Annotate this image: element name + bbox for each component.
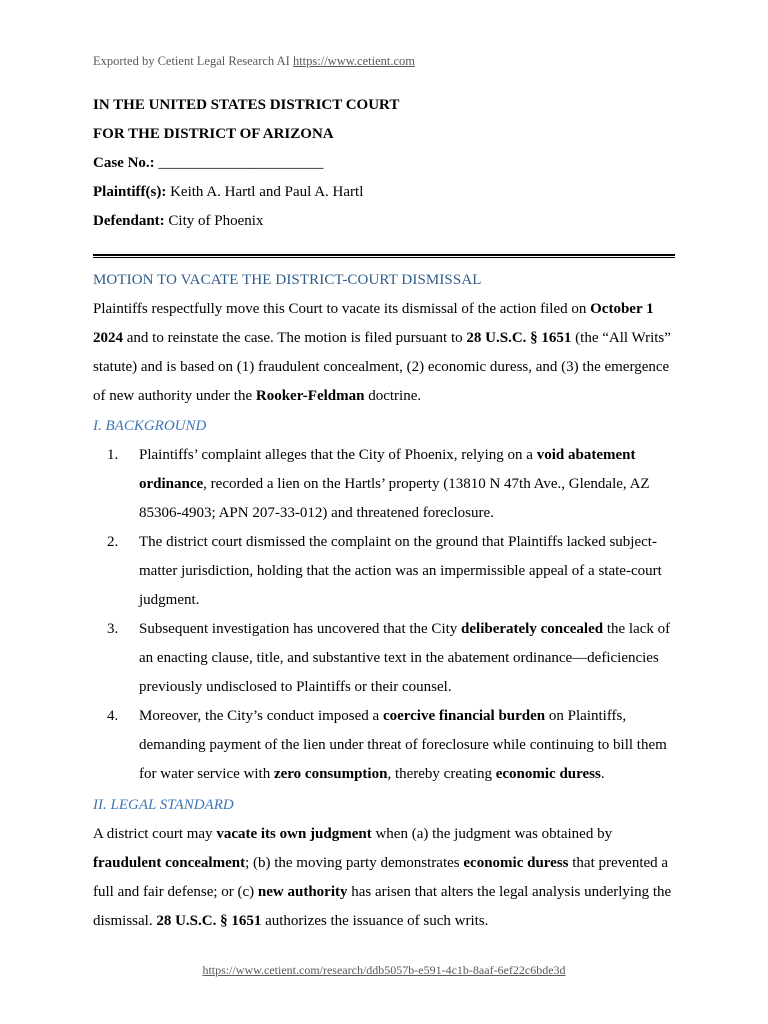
intro-doctrine: Rooker-Feldman [255,388,365,404]
plaintiff-label: Plaintiff(s): [93,184,167,200]
list-item-emphasis: deliberately concealed [461,621,604,637]
list-item-number: 2. [107,534,119,550]
legal-text-3: ; (b) the moving party demonstrates [245,855,464,871]
list-item-text: on Plaintiffs, demanding payment of the lien under threat of foreclosure while continuing to bill them for water service with [139,708,667,782]
intro-text-3: (the “All Writs” statute) and is based on (1) fraudulent concealment, (2) economic duress, and (3) the emergence of new authority under the [93,330,671,404]
list-item-number: 1. [107,447,119,463]
list-item-text: Subsequent investigation has uncovered that the City [139,621,462,637]
legal-standard-heading: II. LEGAL STANDARD [93,797,234,813]
legal-emphasis-5: 28 U.S.C. § 1651 [156,913,262,929]
defendant-label: Defendant: [93,213,165,229]
list-item-text: The district court dismissed the complaint on the ground that Plaintiffs lacked subject-matter jurisdiction, holding that the action was an impermissible appeal of a state-court judgment. [139,534,662,608]
list-item-number: 4. [107,708,119,724]
legal-standard-paragraph [93,820,675,936]
case-number-line [93,155,323,172]
list-item-emphasis: economic duress [495,766,601,782]
list-item-emphasis: zero consumption [273,766,388,782]
defendant-value: City of Phoenix [168,213,264,229]
caption-divider-thick [93,254,675,256]
intro-text-2: and to reinstate the case. The motion is filed pursuant to [123,330,467,346]
intro-paragraph [93,295,675,411]
list-item-text: , thereby creating [387,766,496,782]
intro-text-1: Plaintiffs respectfully move this Court to vacate its dismissal of the action filed on [93,301,591,317]
legal-emphasis-4: new authority [257,884,348,900]
list-item-text: . [600,766,605,782]
list-item-emphasis: void abatement ordinance [139,447,636,492]
export-prefix: Exported by Cetient Legal Research AI [93,54,293,68]
legal-emphasis-2: fraudulent concealment [93,855,246,871]
export-notice [93,54,415,69]
legal-text-6: authorizes the issuance of such writs. [261,913,489,929]
defendant-line [93,213,263,230]
intro-statute: 28 U.S.C. § 1651 [466,330,572,346]
list-item [93,528,675,615]
court-name-line1: IN THE UNITED STATES DISTRICT COURT [93,97,400,113]
legal-text-1: A district court may [93,826,217,842]
plaintiff-line [93,184,363,201]
legal-text-5: has arisen that alters the legal analysis underlying the dismissal. [93,884,672,929]
list-item-text: , recorded a lien on the Hartls’ property (13810 N 47th Ave., Glendale, AZ 85306-4903; APN 207-33-012) and threatened foreclosure. [139,476,650,521]
footer [0,963,768,978]
case-number-blank: ______________________ [158,155,324,171]
list-item-number: 3. [107,621,119,637]
legal-emphasis-3: economic duress [463,855,569,871]
intro-filing-date: October 1 2024 [93,301,654,346]
court-name-line2: FOR THE DISTRICT OF ARIZONA [93,126,334,142]
list-item [93,615,675,702]
caption-divider-thin [93,257,675,258]
background-heading: I. BACKGROUND [93,418,207,434]
export-link[interactable]: https://www.cetient.com [292,54,416,68]
legal-text-4: that prevented a full and fair defense; or (c) [93,855,669,900]
list-item-emphasis: coercive financial burden [382,708,546,724]
list-item-text: the lack of an enacting clause, title, and substantive text in the abatement ordinance—deficiencies previously undisclosed to Plaintiffs or their counsel. [139,621,671,695]
plaintiff-value: Keith A. Hartl and Paul A. Hartl [170,184,364,200]
legal-emphasis-1: vacate its own judgment [216,826,372,842]
legal-text-2: when (a) the judgment was obtained by [371,826,613,842]
list-item [93,441,675,528]
list-item-text: Plaintiffs’ complaint alleges that the City of Phoenix, relying on a [139,447,537,463]
case-number-label: Case No.: [93,155,155,171]
intro-text-4: doctrine. [364,388,422,404]
footer-research-link[interactable]: https://www.cetient.com/research/ddb5057b-e591-4c1b-8aaf-6ef22c6bde3d [202,963,566,977]
list-item [93,702,675,789]
background-list [93,441,675,789]
motion-title: MOTION TO VACATE THE DISTRICT-COURT DISMISSAL [93,272,482,288]
list-item-text: Moreover, the City’s conduct imposed a [139,708,383,724]
